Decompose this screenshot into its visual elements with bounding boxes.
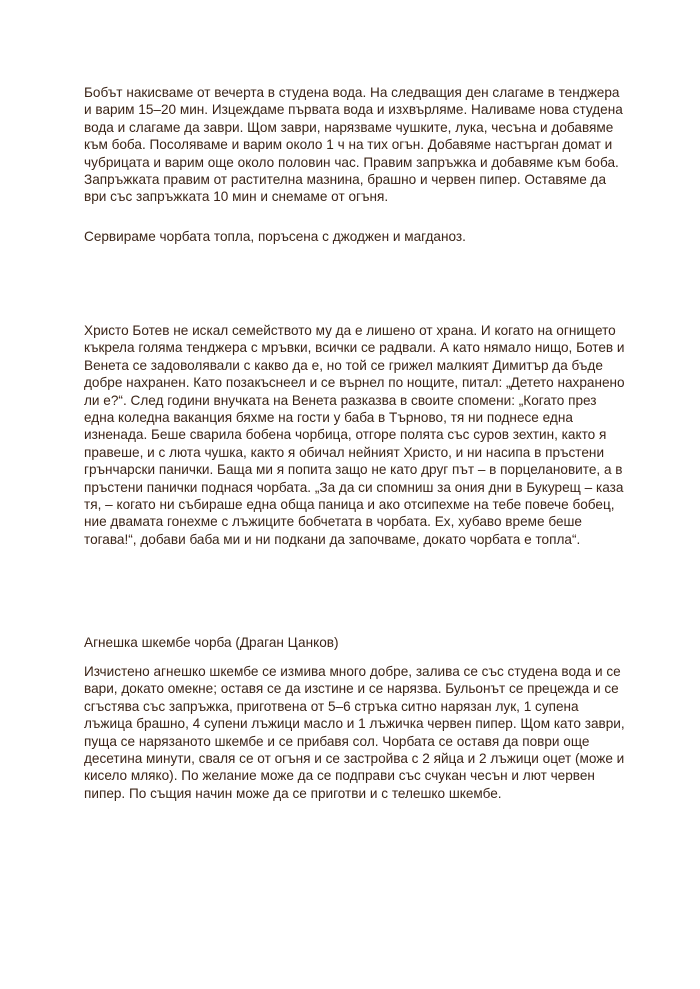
- recipe-heading: Агнешка шкембе чорба (Драган Цанков): [84, 635, 339, 650]
- botev-story-paragraph: Христо Ботев не искал семейството му да е лишено от храна. И когато на огнището къкрела голяма тенджера с мръвки, всички се радвали. А като нямало нищо, Ботев и Венета се задоволявали с какво да е, но той се грижел малкият Димитър да бъде добре нахранен. Като позакъснеел и се върнел по нощите, питал: „Детето нахранено ли е?“. След години внучката на Венета разказва в своите спомени: „Когато през една коледна ваканция бяхме на гости у баба в Търново, тя ни поднесе една изненада. Беше сварила бобена чорбица, отгоре полята със суров зехтин, както я правеше, и с лютa чушка, както я обичал нейният Христо, и ни насипа в пръстени грънчарски панички. Баща ми я попита защо не като друг път – в порцелановите, а в пръстени панички поднася чорбата. „За да си спомниш за ония дни в Букурещ – каза тя, – когато ни събираше една обща паница и ако отсипехме на тебе повече бобец, ние двамата гонехме с лъжиците бобчетата в чорбата. Ех, хубаво време беше тогава!“, добави баба ми и ни подкани да започваме, докато чорбата е топла“.: [84, 323, 625, 547]
- recipe-instructions-paragraph: Бобът накисваме от вечерта в студена вода. На следващия ден слагаме в тенджера и варим 15–20 мин. Изцеждаме първата вода и изхвърляме. Наливаме нова студена вода и слагаме да заври. Щом заври, нарязваме чушките, лука, чесъна и добавяме към боба. Посоляваме и варим около 1 ч на тих огън. Добавяме настърган домат и чубрицата и варим още около половин час. Правим запръжка и добавяме към боба. Запръжката правим от растителна мазнина, брашно и червен пипер. Оставяме да ври със запръжката 10 мин и снемаме от огъня.: [84, 85, 623, 205]
- serving-note-paragraph: Сервираме чорбата топла, поръсена с джоджен и магданоз.: [84, 229, 466, 244]
- tripe-soup-instructions-paragraph: Изчистено агнешко шкембе се измива много добре, залива се със студена вода и се вари, докато омекне; оставя се да изстине и се нарязва. Бульонът се прецежда и се сгъстява със запръжка, приготвена от 5–6 стръка ситно нарязан лук, 1 супена лъжица брашно, 4 супени лъжици масло и 1 лъжичка червен пипер. Щом като заври, пуща се нарязаното шкембе и се прибавя сол. Чорбата се оставя да поври още десетина минути, сваля се от огъня и се застройва с 2 яйца и 2 лъжици оцет (може и кисело мляко). По желание може да се подправи със счукан чесън и лют червен пипер. По същия начин може да се приготви и с телешко шкембе.: [84, 664, 625, 801]
